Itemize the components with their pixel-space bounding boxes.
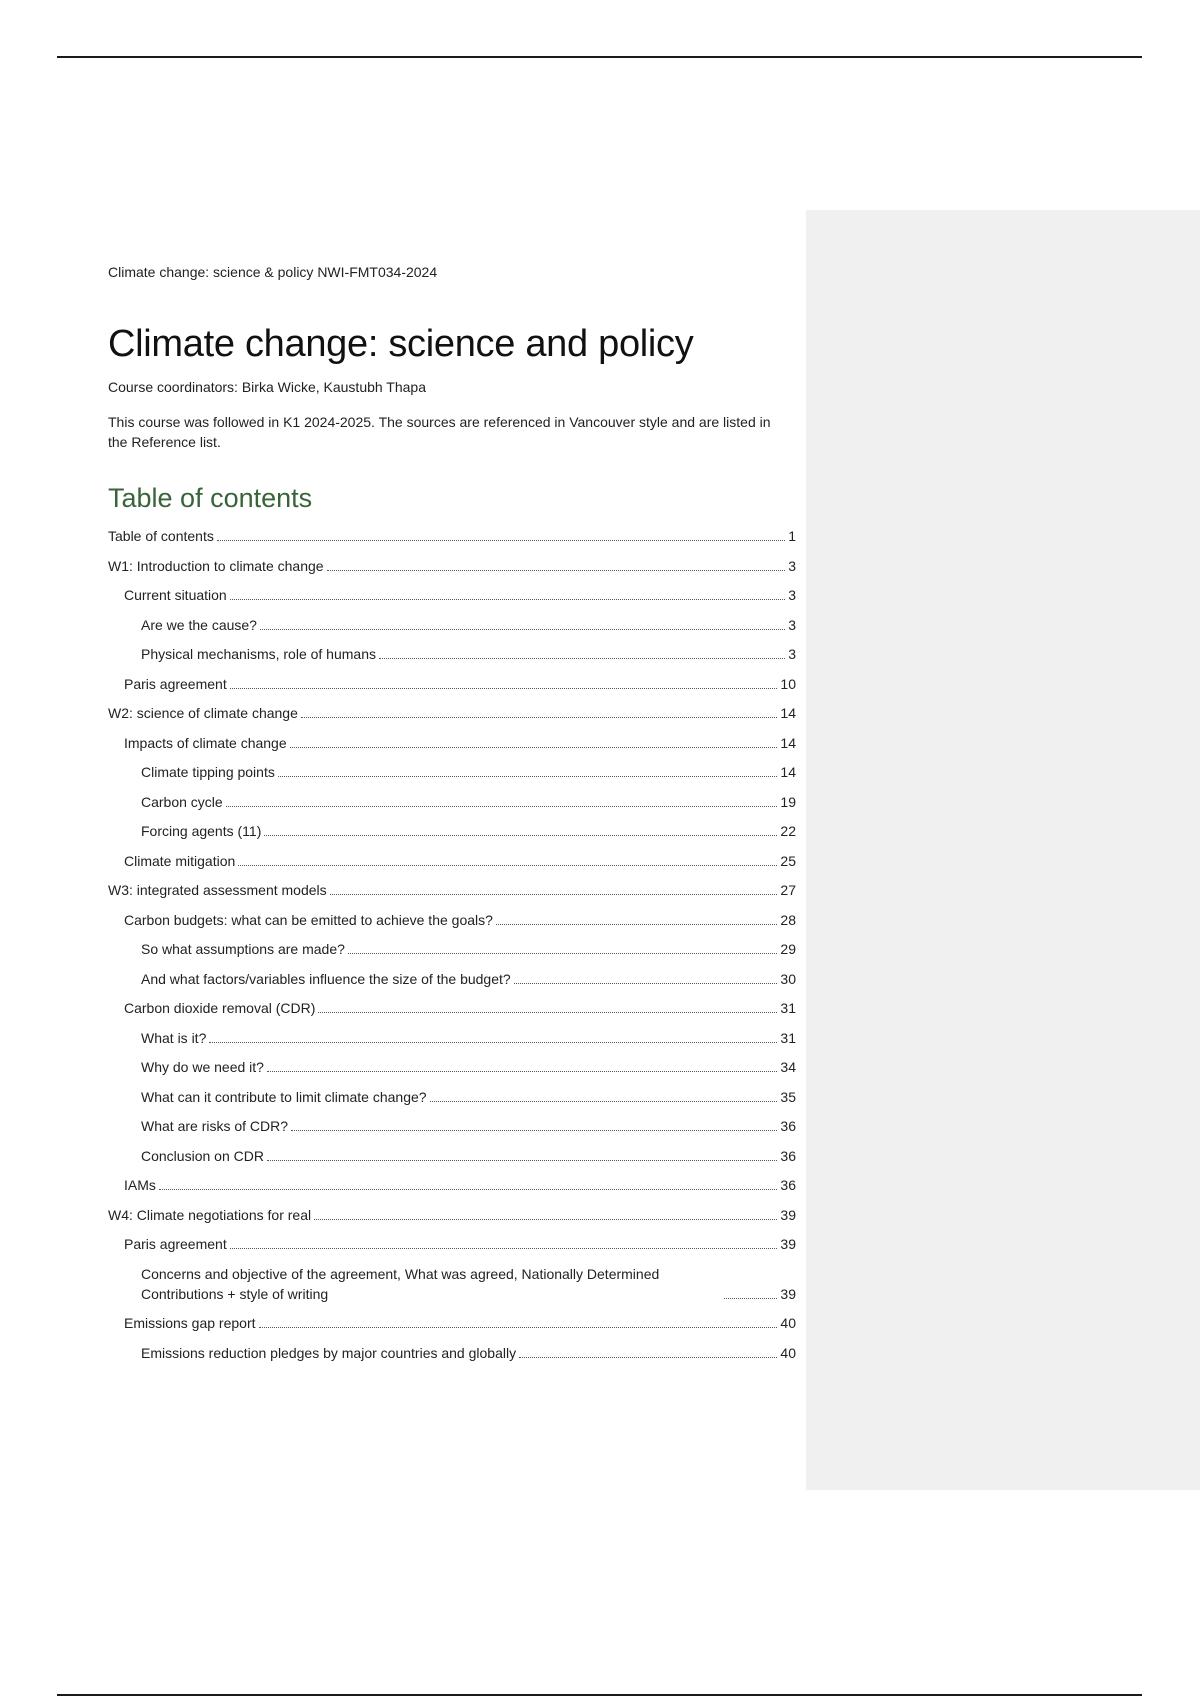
- toc-entry[interactable]: [108, 674, 796, 694]
- toc-entry-title: Current situation: [124, 587, 227, 603]
- toc-dot-leader: [314, 1219, 777, 1220]
- toc-dot-leader: [264, 835, 777, 836]
- toc-dot-leader: [267, 1071, 777, 1072]
- toc-page-number: 10: [780, 675, 796, 692]
- toc-entry[interactable]: [108, 762, 796, 782]
- toc-entry-title: Emissions reduction pledges by major countries and globally: [141, 1344, 517, 1361]
- toc-entry-title: Carbon budgets: what can be emitted to achieve the goals?: [124, 911, 493, 928]
- toc-page-number: 14: [780, 705, 796, 721]
- toc-page-number: 39: [780, 1236, 796, 1252]
- toc-dot-leader: [226, 806, 778, 807]
- toc-entry[interactable]: [108, 1343, 796, 1363]
- toc-dot-leader: [217, 540, 785, 541]
- toc-entry[interactable]: [108, 733, 796, 753]
- toc-entry[interactable]: [108, 1313, 796, 1333]
- toc-entry[interactable]: [108, 556, 796, 576]
- toc-dot-leader: [301, 717, 778, 718]
- toc-page-number: 36: [780, 1118, 796, 1134]
- toc-entry[interactable]: [108, 880, 796, 900]
- toc-entry-title: So what assumptions are made?: [141, 941, 345, 957]
- toc-entry[interactable]: [108, 1087, 796, 1107]
- toc-page-number: 27: [780, 882, 796, 898]
- running-header: Climate change: science & policy NWI-FMT034-2024: [108, 264, 438, 280]
- toc-dot-leader: [230, 599, 785, 600]
- toc-dot-leader: [514, 983, 778, 984]
- toc-page-number: 30: [780, 970, 796, 987]
- toc-dot-leader: [278, 776, 778, 777]
- toc-dot-leader: [348, 953, 778, 954]
- toc-heading: Table of contents: [108, 483, 313, 513]
- toc-entry-title: And what factors/variables influence the size of the budget?: [141, 970, 511, 987]
- page-content: [108, 262, 796, 1361]
- toc-entry[interactable]: [108, 821, 796, 841]
- toc-entry-title: W3: integrated assessment models: [108, 882, 327, 898]
- toc-entry[interactable]: [108, 998, 796, 1018]
- bottom-rule: [57, 1694, 1142, 1696]
- toc-dot-leader: [159, 1189, 778, 1190]
- toc-page-number: 39: [780, 1285, 796, 1302]
- toc-entry[interactable]: [108, 1028, 796, 1048]
- toc-page-number: 40: [780, 1315, 796, 1331]
- toc-page-number: 36: [780, 1177, 796, 1193]
- toc-entry-title: Climate tipping points: [141, 764, 275, 780]
- toc-entry[interactable]: [108, 1175, 796, 1195]
- document-title: Climate change: science and policy: [108, 323, 694, 365]
- toc-dot-leader: [238, 865, 777, 866]
- toc-entry-title: Table of contents: [108, 528, 214, 544]
- toc-entry-title: Forcing agents (11): [141, 823, 262, 839]
- toc-dot-leader: [230, 1248, 778, 1249]
- toc-page-number: 25: [780, 852, 796, 869]
- toc-dot-leader: [230, 688, 778, 689]
- toc-entry-title: What can it contribute to limit climate change?: [141, 1088, 427, 1105]
- toc-dot-leader: [291, 1130, 777, 1131]
- toc-entry-title: W2: science of climate change: [108, 705, 298, 721]
- toc-page-number: 14: [780, 764, 796, 780]
- toc-entry-title: Carbon dioxide removal (CDR): [124, 1000, 316, 1016]
- toc-entry-title: Climate mitigation: [124, 852, 236, 869]
- toc-entry[interactable]: [108, 1205, 796, 1225]
- toc-dot-leader: [259, 1327, 778, 1328]
- toc-entry[interactable]: [108, 615, 796, 635]
- toc-page-number: 40: [780, 1344, 796, 1361]
- toc-entry[interactable]: [108, 792, 796, 812]
- toc-entry-title: Concerns and objective of the agreement, What was agreed, Nationally Determined Contributions + style of writing: [141, 1265, 660, 1302]
- toc-entry-title: What are risks of CDR?: [141, 1118, 289, 1134]
- toc-entry[interactable]: [108, 939, 796, 959]
- toc-page-number: 36: [780, 1147, 796, 1164]
- toc-entry-title: What is it?: [141, 1029, 207, 1046]
- toc-entry[interactable]: [108, 585, 796, 605]
- top-rule: [57, 56, 1142, 58]
- toc-dot-leader: [430, 1101, 778, 1102]
- toc-page-number: 31: [780, 1029, 796, 1046]
- toc-dot-leader: [267, 1160, 777, 1161]
- toc-entry-title: Paris agreement: [124, 675, 227, 692]
- toc-entry-title: Why do we need it?: [141, 1059, 264, 1075]
- toc-page-number: 3: [788, 587, 796, 603]
- toc-entry[interactable]: [108, 1057, 796, 1077]
- toc-dot-leader: [496, 924, 778, 925]
- toc-dot-leader: [260, 629, 785, 630]
- toc-page-number: 1: [788, 528, 796, 544]
- toc-entry-title: IAMs: [124, 1177, 156, 1193]
- toc-page-number: 19: [780, 793, 796, 810]
- toc-page-number: 3: [788, 557, 796, 574]
- intro-paragraph: This course was followed in K1 2024-2025. The sources are referenced in Vancouver style and are listed in the Reference list.: [108, 414, 771, 450]
- toc-entry-title: W4: Climate negotiations for real: [108, 1206, 312, 1223]
- toc-entry-title: W1: Introduction to climate change: [108, 557, 324, 574]
- toc-entry[interactable]: [108, 1234, 796, 1254]
- toc-dot-leader: [519, 1357, 777, 1358]
- toc-dot-leader: [379, 658, 785, 659]
- toc-entry-title: Carbon cycle: [141, 793, 223, 810]
- table-of-contents: [108, 526, 796, 1372]
- course-coordinators: Course coordinators: Birka Wicke, Kaustubh Thapa: [108, 379, 427, 395]
- toc-entry[interactable]: [108, 851, 796, 871]
- toc-entry-title: Emissions gap report: [124, 1315, 256, 1331]
- toc-entry-title: Are we the cause?: [141, 616, 257, 633]
- toc-page-number: 35: [780, 1088, 796, 1105]
- toc-entry-title: Paris agreement: [124, 1236, 227, 1252]
- toc-page-number: 28: [780, 911, 796, 928]
- toc-entry[interactable]: [108, 1116, 796, 1136]
- toc-entry[interactable]: [108, 703, 796, 723]
- toc-entry-title: Impacts of climate change: [124, 734, 287, 751]
- toc-page-number: 3: [788, 616, 796, 633]
- toc-dot-leader: [209, 1042, 777, 1043]
- toc-dot-leader: [327, 570, 786, 571]
- toc-dot-leader: [330, 894, 778, 895]
- toc-entry[interactable]: [108, 910, 796, 930]
- toc-page-number: 34: [780, 1059, 796, 1075]
- toc-dot-leader: [724, 1298, 777, 1299]
- toc-entry[interactable]: [108, 526, 796, 546]
- toc-entry[interactable]: [108, 1146, 796, 1166]
- toc-entry[interactable]: [108, 1264, 796, 1304]
- toc-entry[interactable]: [108, 969, 796, 989]
- toc-entry[interactable]: [108, 644, 796, 664]
- toc-page-number: 29: [780, 941, 796, 957]
- toc-page-number: 14: [780, 734, 796, 751]
- toc-entry-title: Conclusion on CDR: [141, 1147, 264, 1164]
- toc-page-number: 22: [780, 823, 796, 839]
- toc-page-number: 31: [780, 1000, 796, 1016]
- toc-entry-title: Physical mechanisms, role of humans: [141, 646, 376, 662]
- toc-page-number: 39: [780, 1206, 796, 1223]
- toc-dot-leader: [290, 747, 778, 748]
- toc-dot-leader: [318, 1012, 777, 1013]
- toc-page-number: 3: [788, 646, 796, 662]
- comment-margin-panel: [806, 210, 1200, 1490]
